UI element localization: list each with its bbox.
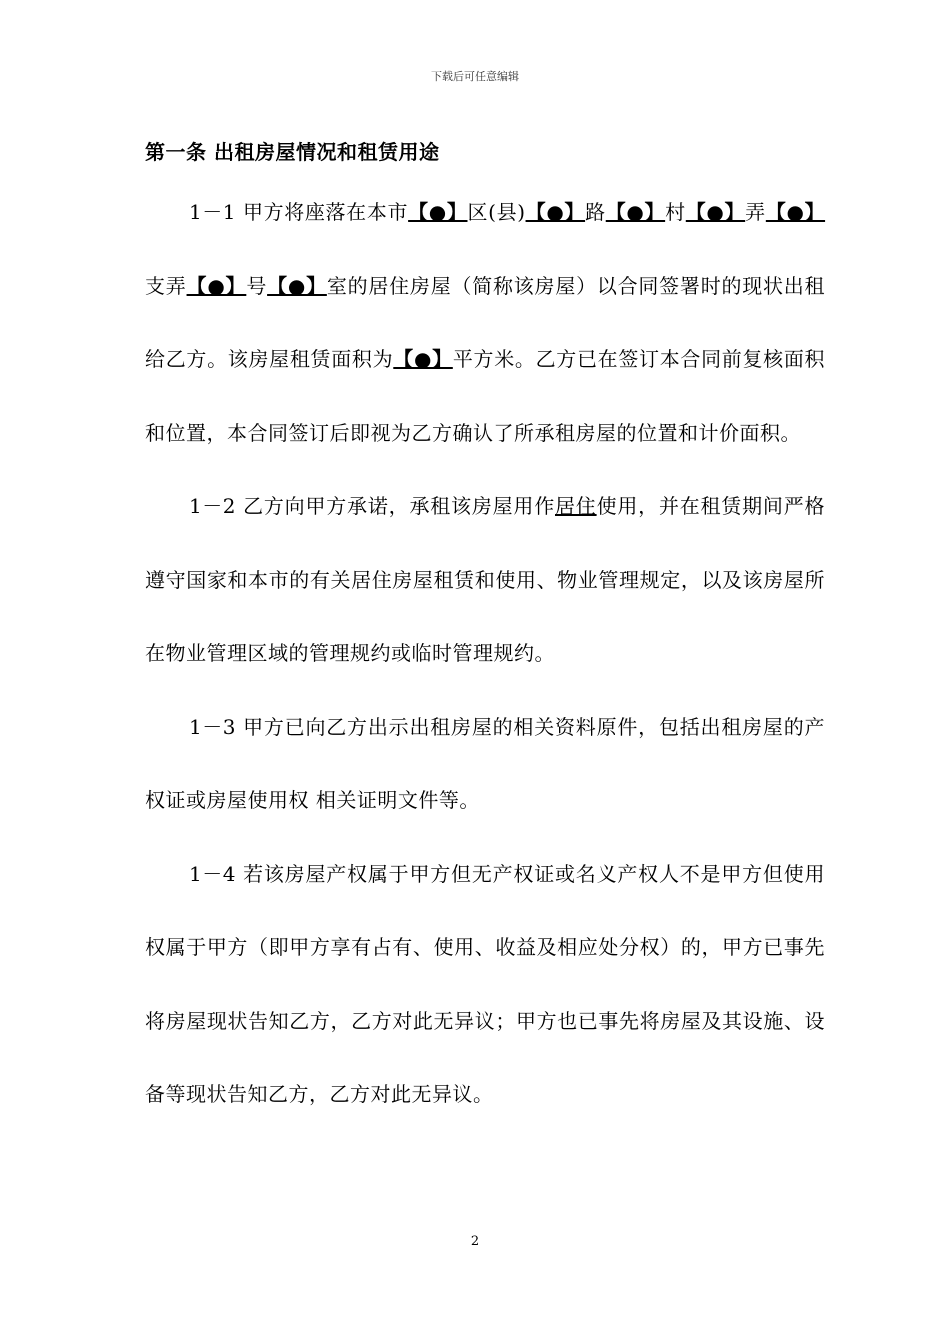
- clause-text: 1－1 甲方将座落在本市: [189, 200, 409, 224]
- usage-type: 居住: [555, 494, 597, 518]
- clause-text: 弄: [745, 200, 766, 224]
- clause-text: 支弄: [145, 273, 187, 298]
- clause-text: 1－2 乙方向甲方承诺，承租该房屋用作: [189, 494, 555, 518]
- blank-lane: 【●】: [685, 200, 746, 224]
- page-header: 下载后可任意编辑: [431, 70, 519, 83]
- clause-text: 区(县): [467, 200, 526, 224]
- clause-1-3: 1－3 甲方已向乙方出示出租房屋的相关资料原件，包括出租房屋的产权证或房屋使用权 相关证明文件等。: [145, 714, 825, 812]
- clause-1-1: [145, 176, 825, 470]
- clause-text: 村: [665, 200, 686, 224]
- blank-sub-lane: 【●】: [186, 273, 247, 298]
- blank-area: 【●】: [393, 347, 453, 371]
- document-body: [145, 128, 825, 1132]
- page-number: 2: [470, 1234, 480, 1249]
- blank-road: 【●】: [525, 200, 586, 224]
- blank-house-number: 【●】: [267, 273, 327, 298]
- clause-text: 使用，并在租赁期间严格遵守国家和本市的有关居住房屋租赁和使用、物业管理规定，以及该房屋所在物业管理区域的管理规约或临时管理规约。: [145, 494, 826, 665]
- clause-text: 平方米。乙方已在签订本合同前复核面积和位置，本合同签订后即视为乙方确认了所承租房屋的位置和计价面积。: [145, 347, 826, 445]
- blank-lane-number: 【●】: [765, 200, 826, 224]
- clause-text: 室的居住房屋（简称该房屋）以合同签署时的现状出租给乙方。该房屋租赁面积为: [145, 273, 826, 371]
- blank-village: 【●】: [605, 200, 666, 224]
- clause-text: 路: [585, 200, 606, 224]
- clause-text: 号: [246, 273, 268, 298]
- section-title: 第一条 出租房屋情况和租赁用途: [145, 140, 440, 164]
- clause-1-4: 1－4 若该房屋产权属于甲方但无产权证或名义产权人不是甲方但使用权属于甲方（即甲方享有占有、使用、收益及相应处分权）的，甲方已事先将房屋现状告知乙方，乙方对此无异议；甲方也已事先将房屋及其设施、设备等现状告知乙方，乙方对此无异议。: [145, 861, 825, 1106]
- blank-district: 【●】: [408, 200, 468, 224]
- clause-1-2: [145, 470, 825, 691]
